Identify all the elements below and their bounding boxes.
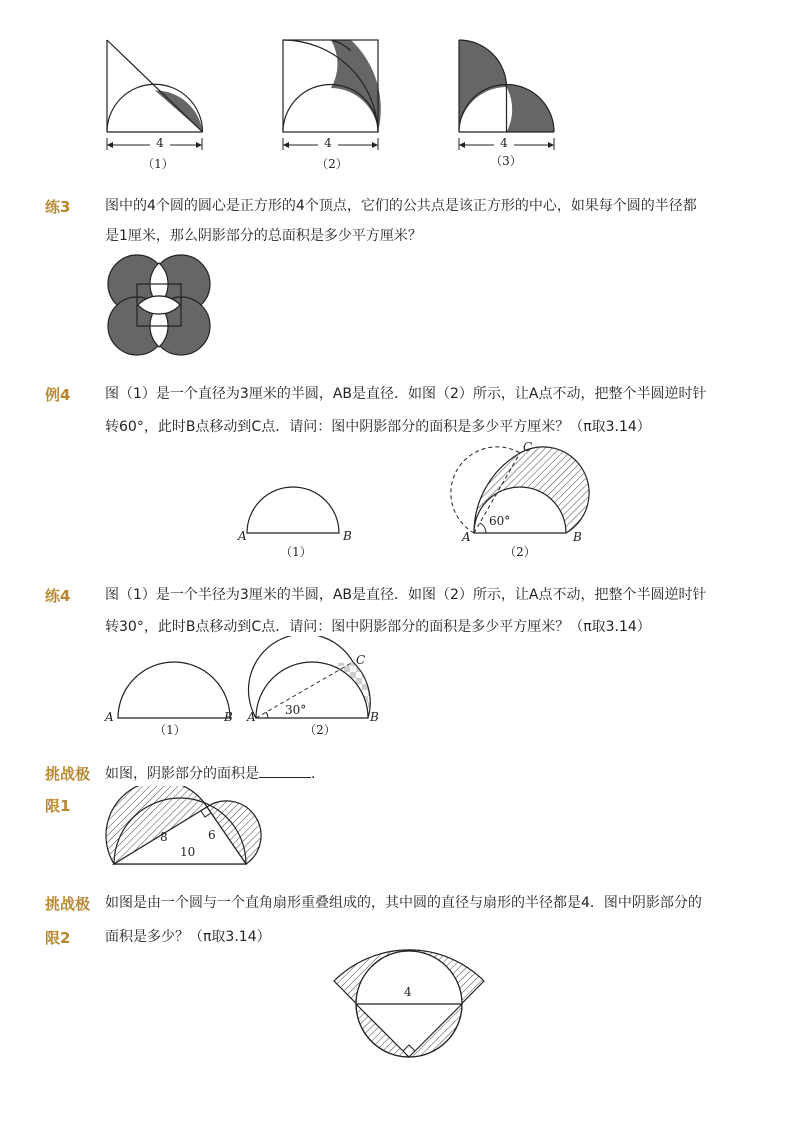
fig3-dim: 4 bbox=[494, 136, 514, 150]
problem-label-c2a: 挑战极 bbox=[45, 895, 91, 913]
e4-text-line2: 转60°，此时B点移动到C点．请问：图中阴影部分的面积是多少平方厘米？（π取3.14） bbox=[105, 419, 651, 435]
p4-semicircle-1 bbox=[118, 662, 230, 718]
e4-fig2-angle: 60° bbox=[489, 514, 511, 528]
c1-side-8: 8 bbox=[160, 830, 168, 844]
e4-fig2-caption: （2） bbox=[504, 545, 536, 559]
figure-3 bbox=[459, 40, 554, 150]
e4-figures bbox=[235, 440, 595, 560]
e4-semicircle-1 bbox=[247, 487, 339, 533]
c1-side-6: 6 bbox=[208, 828, 216, 842]
problem-label-e4: 例4 bbox=[45, 386, 71, 404]
p3-text-line1: 图中的4个圆的圆心是正方形的4个顶点，它们的公共点是该正方形的中心，如果每个圆的半径都 bbox=[105, 198, 697, 214]
c2-figure bbox=[330, 948, 490, 1066]
p4-fig2-label-c: C bbox=[356, 653, 366, 667]
e4-fig1-label-b: B bbox=[343, 529, 352, 543]
problem-label-c1b: 限1 bbox=[45, 797, 71, 815]
problem-label-c1a: 挑战极 bbox=[45, 765, 91, 783]
answer-blank bbox=[259, 763, 311, 778]
p3-text-line2: 是1厘米，那么阴影部分的总面积是多少平方厘米？ bbox=[105, 228, 422, 244]
c2-text-line2: 面积是多少？（π取3.14） bbox=[105, 929, 271, 945]
problem-label-p3: 练3 bbox=[45, 198, 71, 216]
p4-fig2-label-a: A bbox=[247, 710, 256, 724]
p4-text-line1: 图（1）是一个半径为3厘米的半圆，AB是直径．如图（2）所示，让A点不动，把整个半圆逆时针 bbox=[105, 587, 707, 603]
e4-fig2-label-c: C bbox=[523, 440, 533, 454]
c1-side-10: 10 bbox=[180, 845, 196, 859]
c1-text bbox=[105, 763, 745, 784]
fig2-dim: 4 bbox=[318, 136, 338, 150]
figure-2 bbox=[283, 40, 381, 150]
e4-fig1-label-a: A bbox=[238, 529, 247, 543]
problem-label-c2b: 限2 bbox=[45, 929, 71, 947]
c2-diameter-label: 4 bbox=[404, 985, 412, 999]
p4-fig2-label-b: B bbox=[370, 710, 379, 724]
p4-fig2-caption: （2） bbox=[304, 723, 336, 737]
p4-text-line2: 转30°，此时B点移动到C点．请问：图中阴影部分的面积是多少平方厘米？（π取3.14） bbox=[105, 619, 651, 635]
e4-rotated-figure bbox=[451, 447, 589, 533]
fig2-caption: （2） bbox=[316, 157, 348, 171]
figure-1 bbox=[107, 40, 203, 150]
e4-fig1-caption: （1） bbox=[280, 545, 312, 559]
c1-text-after: ． bbox=[311, 766, 325, 782]
c1-text-before: 如图，阴影部分的面积是 bbox=[105, 766, 259, 782]
p4-rotated-figure bbox=[248, 636, 370, 718]
e4-text-line1: 图（1）是一个直径为3厘米的半圆，AB是直径．如图（2）所示，让A点不动，把整个半圆逆时针 bbox=[105, 386, 707, 402]
fig3-caption: （3） bbox=[490, 154, 522, 168]
fig1-caption: （1） bbox=[142, 157, 174, 171]
p4-fig1-label-a: A bbox=[105, 710, 114, 724]
c2-text-line1: 如图是由一个圆与一个直角扇形重叠组成的，其中圆的直径与扇形的半径都是4．图中阴影部分的 bbox=[105, 895, 702, 911]
fig1-dim: 4 bbox=[150, 136, 170, 150]
e4-fig2-label-b: B bbox=[573, 530, 582, 544]
p4-fig1-label-b: B bbox=[224, 710, 233, 724]
four-circles-figure bbox=[100, 248, 220, 360]
problem-label-p4: 练4 bbox=[45, 587, 71, 605]
e4-fig2-label-a: A bbox=[462, 530, 471, 544]
p4-fig2-angle: 30° bbox=[285, 703, 307, 717]
p4-fig1-caption: （1） bbox=[154, 723, 186, 737]
